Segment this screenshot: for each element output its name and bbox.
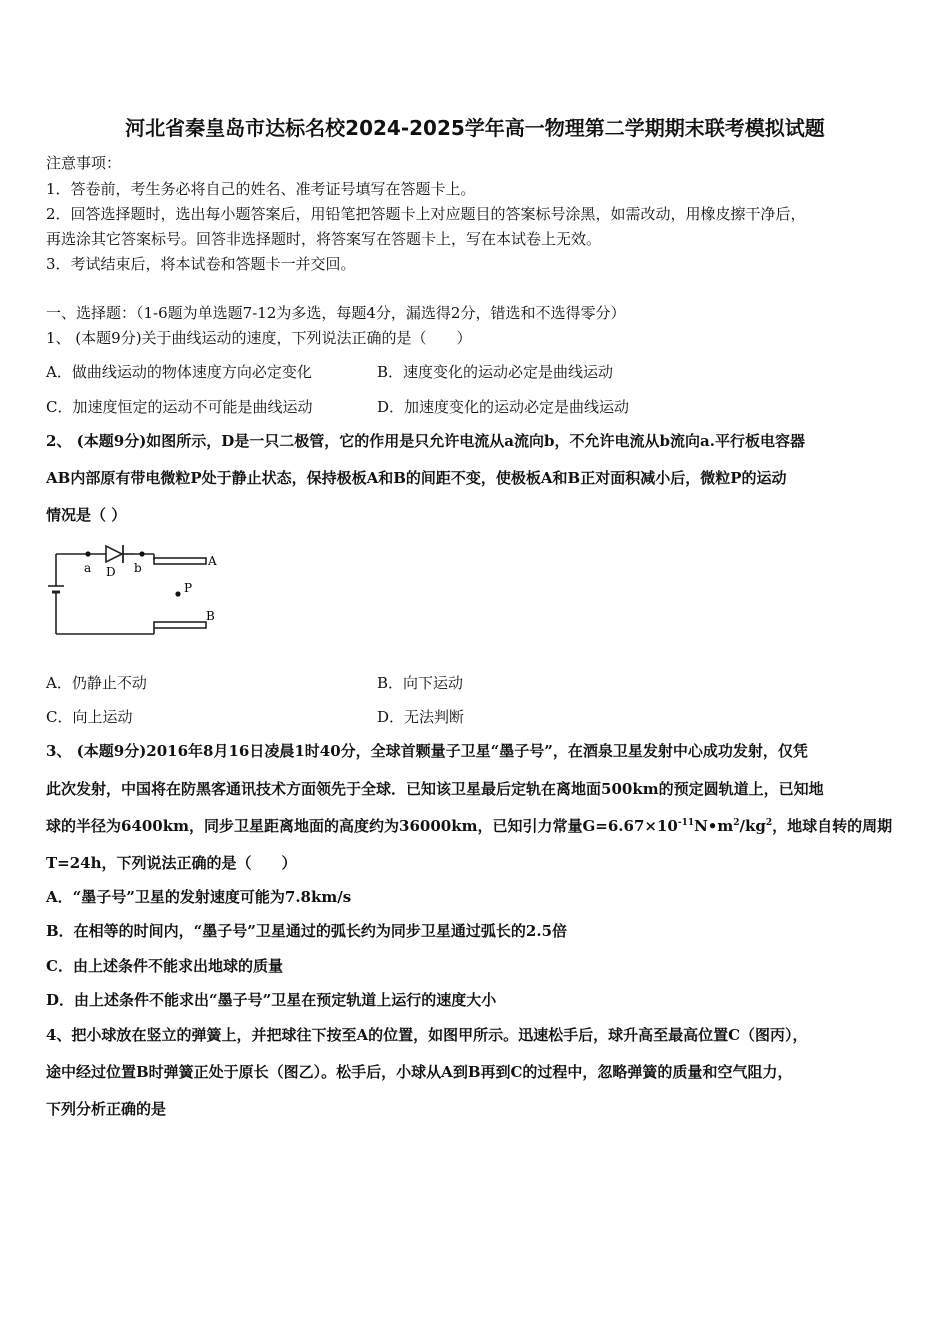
q4-stem-line-3: 下列分析正确的是 [46, 1100, 167, 1118]
q1-stem: 1、 (本题9分)关于曲线运动的速度，下列说法正确的是（ ） [46, 329, 472, 347]
q3-option-c: C．由上述条件不能求出地球的质量 [46, 957, 283, 975]
q2-stem-line-1: 2、 (本题9分)如图所示，D是一只二极管，它的作用是只允许电流从a流向b，不允许电流从b流向a.平行板电容器 [46, 432, 805, 450]
q1-option-c: C．加速度恒定的运动不可能是曲线运动 [46, 398, 313, 416]
notice-item-2: 2．回答选择题时，选出每小题答案后，用铅笔把答题卡上对应题目的答案标号涂黑，如需改动，用橡皮擦干净后， [46, 205, 806, 223]
notice-heading: 注意事项： [46, 154, 122, 172]
notice-item-2-cont: 再选涂其它答案标号。回答非选择题时，将答案写在答题卡上，写在本试卷上无效。 [46, 230, 602, 248]
notice-item-3: 3．考试结束后，将本试卷和答题卡一并交回。 [46, 255, 356, 273]
q1-option-b: B．速度变化的运动必定是曲线运动 [377, 363, 614, 381]
label-plate-a: A [208, 554, 217, 568]
diode-triangle [106, 546, 122, 562]
q2-option-b: B．向下运动 [377, 674, 464, 692]
label-a: a [84, 561, 92, 575]
q3-exponent-1: -11 [677, 818, 695, 828]
node-b-dot [139, 551, 144, 556]
q3-option-a: A．“墨子号”卫星的发射速度可能为7.8km/s [46, 888, 352, 906]
q2-stem-line-2: AB内部原有带电微粒P处于静止状态，保持极板A和B的间距不变，使极板A和B正对面积减小后，微粒P的运动 [46, 469, 787, 487]
q2-option-c: C．向上运动 [46, 708, 133, 726]
q3-stem-line-1: 3、 (本题9分)2016年8月16日凌晨1时40分，全球首颗量子卫星“墨子号”，在酒泉卫星发射中心成功发射，仅凭 [46, 742, 808, 760]
node-a-dot [85, 551, 90, 556]
label-p: P [184, 581, 193, 595]
q1-option-a: A．做曲线运动的物体速度方向必定变化 [46, 363, 312, 381]
exam-title: 河北省秦皇岛市达标名校2024-2025学年高一物理第二学期期末联考模拟试题 [125, 116, 825, 140]
q3-exponent-2: 2 [733, 818, 740, 828]
q3-line3-unit: N•m [694, 817, 734, 835]
q3-option-b: B．在相等的时间内，“墨子号”卫星通过的弧长约为同步卫星通过弧长的2.5倍 [46, 922, 568, 940]
notice-item-1: 1．答卷前，考生务必将自己的姓名、准考证号填写在答题卡上。 [46, 180, 476, 198]
capacitor-plate-b [154, 622, 206, 628]
q4-stem-line-1: 4、把小球放在竖立的弹簧上，并把球往下按至A的位置，如图甲所示。迅速松手后，球升高至最高位置C（图丙）， [46, 1026, 808, 1044]
label-b: b [134, 561, 142, 575]
q3-stem-line-2: 此次发射，中国将在防黑客通讯技术方面领先于全球．已知该卫星最后定轨在离地面500km的预定圆轨道上，已知地 [46, 780, 824, 798]
q3-line3-unit-2: /kg [739, 817, 766, 835]
q4-stem-line-2: 途中经过位置B时弹簧正处于原长（图乙）。松手后，小球从A到B再到C的过程中，忽略弹簧的质量和空气阻力， [46, 1063, 793, 1081]
capacitor-plate-a [154, 558, 206, 564]
q3-line3-post: ，地球自转的周期 [772, 817, 893, 835]
label-plate-b: B [206, 609, 215, 623]
q2-option-a: A．仍静止不动 [46, 674, 147, 692]
q3-exponent-3: 2 [765, 818, 773, 828]
q2-stem-line-3: 情况是（ ） [46, 506, 127, 524]
diode-d-symbol [106, 545, 134, 563]
q2-option-d: D．无法判断 [377, 708, 465, 726]
q3-stem-line-4: T=24h，下列说法正确的是（ ） [46, 854, 297, 872]
label-d: D [106, 565, 116, 579]
q1-option-d: D．加速度变化的运动必定是曲线运动 [377, 398, 630, 416]
q3-option-d: D．由上述条件不能求出“墨子号”卫星在预定轨道上运行的速度大小 [46, 991, 497, 1009]
q3-stem-line-3 [46, 815, 892, 836]
circuit-diagram [46, 536, 226, 641]
section-heading: 一、选择题：（1-6题为单选题7-12为多选，每题4分，漏选得2分，错选和不选得零分） [46, 304, 626, 322]
particle-p-dot [175, 591, 180, 596]
q3-line3-pre: 球的半径为6400km，同步卫星距离地面的高度约为36000km，已知引力常量G=6.67×10 [46, 817, 678, 835]
